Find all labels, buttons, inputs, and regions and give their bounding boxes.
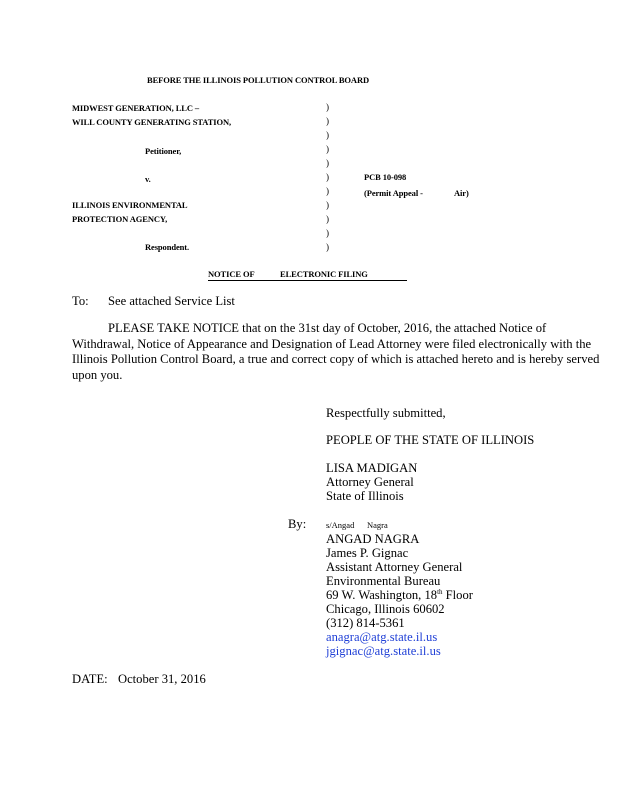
caption-paren: ) [326,172,329,182]
esignature-first: s/Angad [326,520,355,530]
floor-superscript: th [437,588,443,596]
caption-paren: ) [326,242,329,252]
petitioner-name-line1: MIDWEST GENERATION, LLC – [72,103,200,113]
respondent-name-line1: ILLINOIS ENVIRONMENTAL [72,200,188,210]
notice-title-underline [208,280,407,281]
date-value: October 31, 2016 [118,672,206,686]
case-type-suffix: Air) [454,188,469,198]
to-value: See attached Service List [108,294,235,308]
email-link-2[interactable]: jgignac@atg.state.il.us [326,644,441,658]
petitioner-role: Petitioner, [145,146,182,156]
phone-number: (312) 814-5361 [326,616,405,630]
by-label: By: [288,517,307,531]
email-link-1[interactable]: anagra@atg.state.il.us [326,630,438,644]
address-street-text: 69 W. Washington, 18 [326,588,438,603]
date-label: DATE: [72,672,108,686]
attorney-2-name: James P. Gignac [326,546,409,560]
caption-paren: ) [326,186,329,196]
party-name: PEOPLE OF THE STATE OF ILLINOIS [326,433,535,447]
board-title: BEFORE THE ILLINOIS POLLUTION CONTROL BOARD [147,75,370,85]
ag-title: Attorney General [326,475,414,489]
bureau: Environmental Bureau [326,574,441,588]
petitioner-name-line2: WILL COUNTY GENERATING STATION, [72,117,232,127]
caption-paren: ) [326,130,329,140]
caption-paren: ) [326,116,329,126]
esignature-last: Nagra [367,520,388,530]
to-label: To: [72,294,89,308]
floor-suffix: Floor [445,588,473,603]
versus: v. [145,174,151,184]
notice-paragraph: PLEASE TAKE NOTICE that on the 31st day of October, 2016, the attached Notice of Withdrawal, Notice of Appearance and Designation of Lead Attorney were filed electronically with the Illinois Pollution Control Board, a true and correct copy of which is attached hereto and is hereby served upon you. [72,321,600,382]
respondent-name-line2: PROTECTION AGENCY, [72,214,168,224]
address-street [326,588,473,603]
caption-paren: ) [326,228,329,238]
caption-paren: ) [326,214,329,224]
ag-state: State of Illinois [326,489,404,503]
respondent-role: Respondent. [145,242,190,252]
caption-paren: ) [326,102,329,112]
closing: Respectfully submitted, [326,406,446,420]
case-type-prefix: (Permit Appeal - [364,188,423,198]
attorney-name: ANGAD NAGRA [326,532,420,546]
address-city: Chicago, Illinois 60602 [326,602,445,616]
caption-paren: ) [326,200,329,210]
case-number: PCB 10-098 [364,172,407,182]
notice-title-part1: NOTICE OF [208,269,255,279]
caption-paren: ) [326,144,329,154]
ag-name: LISA MADIGAN [326,461,418,475]
attorney-title: Assistant Attorney General [326,560,463,574]
caption-paren: ) [326,158,329,168]
notice-title-part2: ELECTRONIC FILING [280,269,368,279]
